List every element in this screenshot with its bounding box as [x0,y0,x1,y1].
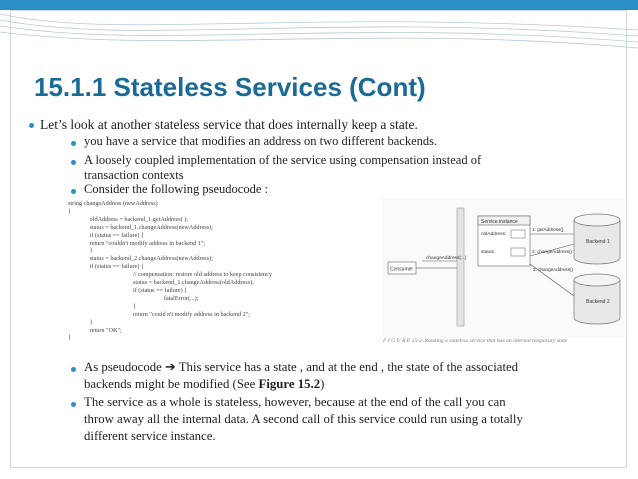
code-line: } [68,334,71,342]
sub-bullet-pseudocode: Consider the following pseudocode : [84,182,268,196]
code-line: string changeAddress (newAddress) [68,200,158,207]
code-line: return "couldn't modify address in backend 1"; [68,239,206,247]
loose-coupling-line2: transaction contexts [84,168,184,182]
code-line: } [68,247,93,255]
backend2-label: Backend 2 [586,299,610,305]
service-instance-label: Service instance [481,219,518,225]
code-line: return "could n't modify address in backend 2"; [68,310,250,318]
sub-bullet-stateless-whole [84,394,523,445]
code-line: { [68,207,71,215]
loose-coupling-line1: A loosely coupled implementation of the service using compensation instead of [84,153,482,167]
backend1-label: Backend 1 [586,239,610,245]
bullet-dot [71,402,76,407]
old-address-field [511,230,525,238]
sub-bullet-backends: you have a service that modifies an address on two different backends. [84,134,438,148]
bullet-dot [71,367,76,372]
right-arrow-icon: ➔ [165,360,176,375]
header-ornament [0,0,638,55]
pseudocode-block [68,200,368,342]
status-label: status: [481,250,496,255]
figure-15-2-diagram [382,198,625,338]
code-line: // compensation: restore old address to keep consistency [68,271,272,279]
change-address-3-label: 3: changeAddress() [533,267,574,272]
bullet-dot [71,189,76,194]
sub-bullet-pseudocode-state [84,359,518,393]
change-address-call-label: changeAddress(...) [426,256,467,261]
backend1-cylinder-top [574,214,620,226]
sub-bullet-loose-coupling [84,153,481,183]
code-line: status = backend_1.changeAddress(oldAddress); [68,279,254,287]
code-line: if (status == failure) { [68,286,188,294]
code-line: status = backend_1.changeAddress(newAddress); [68,223,213,231]
consumer-label: Consumer [390,266,414,273]
get-address-label: 1: getAddress() [532,227,564,232]
code-line: if (status == failure) { [68,263,144,271]
consumer-lifeline [457,208,464,326]
code-line: if (status == failure) { [68,231,144,239]
state-text-pre: As pseudocode [84,360,166,374]
old-address-label: oldAddress: [481,232,507,237]
slide-title: 15.1.1 Stateless Services (Cont) [34,72,426,102]
stateless-line1: The service as a whole is stateless, however, because at the end of the call you can [84,395,506,409]
code-line: } [68,302,136,310]
state-text-mid: This service has a state , and at the end , the state of the associated [175,360,519,374]
code-line: status = backend_2.changeAddress(newAddress); [68,255,213,263]
stateless-line2: throw away all the internal data. A second call of this service could run using a totally [84,412,523,426]
state-text-line2-pre: backends might be modified (See [84,377,259,391]
backend2-cylinder-top [574,274,620,286]
bullet-main: Let’s look at another stateless service that does internally keep a state. [40,117,418,132]
bullet-dot [71,141,76,146]
code-line: oldAddress = backend_1.getAddress( ); [68,215,188,223]
bullet-dot [29,123,34,128]
code-line: } [68,318,93,326]
figure-caption: F I G U R E 15-2. Running a stateless service that has an internal temporary state [383,338,568,344]
bullet-dot [71,160,76,165]
status-field [511,248,525,256]
code-line: return "OK"; [68,326,122,334]
code-line: fatalError(...); [68,294,199,302]
state-text-line2-post: ) [320,377,325,391]
stateless-line3: different service instance. [84,429,216,443]
figure-reference: Figure 15.2 [258,377,321,391]
change-address-2-label: 2: changeAddress() [532,249,573,254]
